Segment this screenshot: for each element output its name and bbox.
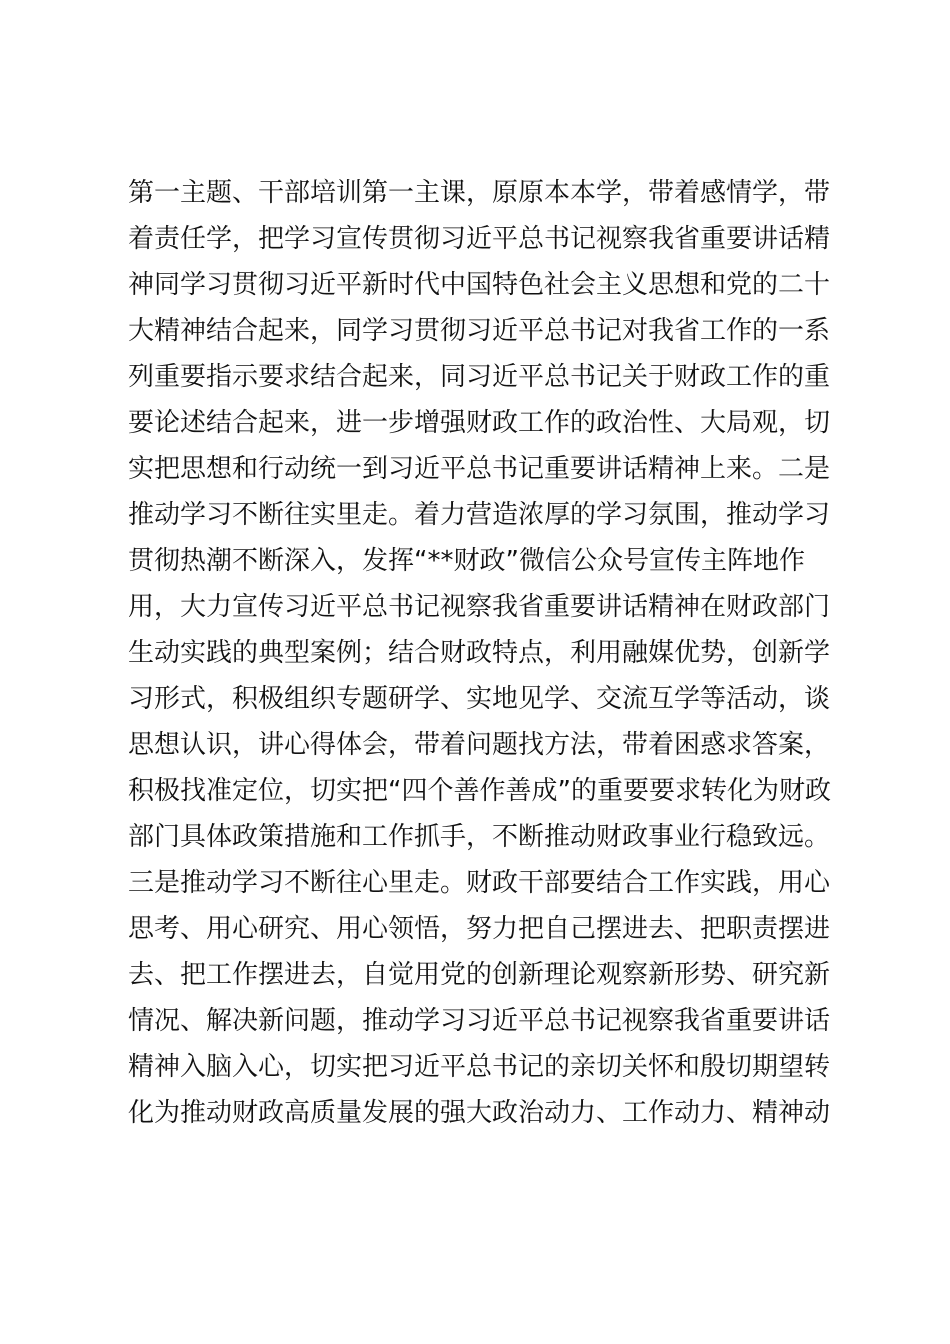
text-line: 积极找准定位，切实把“四个善作善成”的重要要求转化为财政	[128, 776, 831, 806]
text-line: 列重要指示要求结合起来，同习近平总书记关于财政工作的重	[128, 362, 831, 392]
text-line: 三是推动学习不断往心里走。财政干部要结合工作实践，用心	[128, 868, 831, 898]
text-line: 第一主题、干部培训第一主课，原原本本学，带着感情学，带	[128, 178, 831, 208]
text-line: 贯彻热潮不断深入，发挥“**财政”微信公众号宣传主阵地作	[128, 546, 805, 576]
text-line: 生动实践的典型案例；结合财政特点，利用融媒优势，创新学	[128, 638, 831, 668]
text-line: 用，大力宣传习近平总书记视察我省重要讲话精神在财政部门	[128, 592, 831, 622]
text-line: 着责任学，把学习宣传贯彻习近平总书记视察我省重要讲话精	[128, 224, 831, 254]
text-line: 情况、解决新问题，推动学习习近平总书记视察我省重要讲话	[128, 1006, 831, 1036]
text-line: 部门具体政策措施和工作抓手，不断推动财政事业行稳致远。	[128, 822, 831, 852]
text-line: 去、把工作摆进去，自觉用党的创新理论观察新形势、研究新	[128, 960, 831, 990]
text-line: 思考、用心研究、用心领悟，努力把自己摆进去、把职责摆进	[128, 914, 831, 944]
text-line: 习形式，积极组织专题研学、实地见学、交流互学等活动，谈	[128, 684, 831, 714]
body-text	[128, 170, 838, 1136]
text-line: 要论述结合起来，进一步增强财政工作的政治性、大局观，切	[128, 408, 831, 438]
text-line: 思想认识，讲心得体会，带着问题找方法，带着困惑求答案，	[128, 730, 831, 760]
text-line: 神同学习贯彻习近平新时代中国特色社会主义思想和党的二十	[128, 270, 831, 300]
text-line: 实把思想和行动统一到习近平总书记重要讲话精神上来。二是	[128, 454, 831, 484]
text-line: 推动学习不断往实里走。着力营造浓厚的学习氛围，推动学习	[128, 500, 831, 530]
text-line: 精神入脑入心，切实把习近平总书记的亲切关怀和殷切期望转	[128, 1052, 831, 1082]
text-line: 大精神结合起来，同学习贯彻习近平总书记对我省工作的一系	[128, 316, 831, 346]
text-line: 化为推动财政高质量发展的强大政治动力、工作动力、精神动	[128, 1098, 831, 1128]
